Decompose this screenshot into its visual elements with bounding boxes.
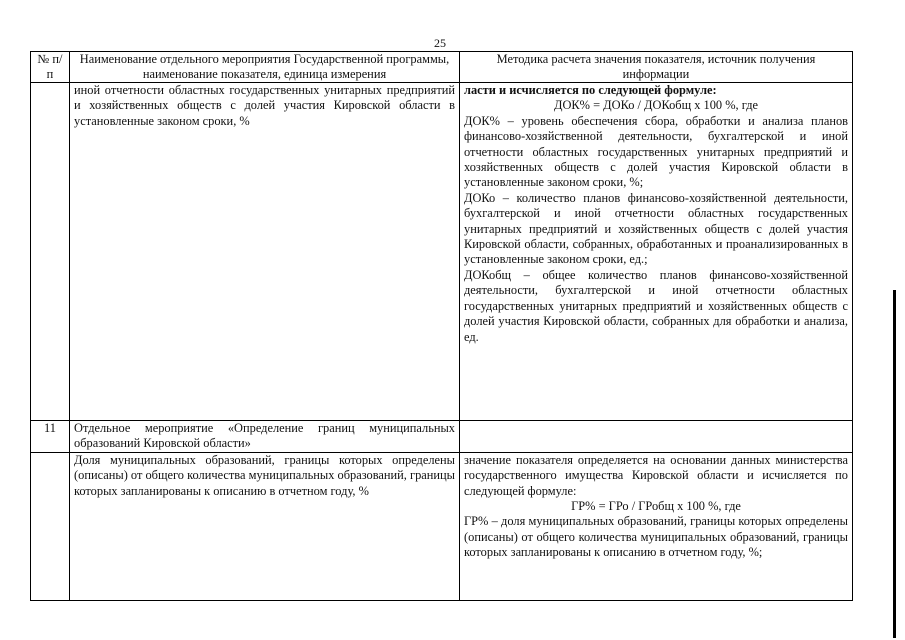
row1-method-intro: ласти и исчисляется по следующей формуле: [464, 83, 717, 97]
row1-def2: ДОКо – количество планов финансово-хозяйственной деятельности, бухгалтерской и иной отчетности областных государственных унитарных предприятий и хозяйственных обществ с долей участия Кировской области, собранных, обработанных и проанализированных в установленные законом сроки, ед.; [464, 190, 848, 267]
row1-num [31, 83, 70, 421]
row3-formula: ГР% = ГРо / ГРобщ х 100 %, где [571, 499, 741, 514]
row1-def1: ДОК% – уровень обеспечения сбора, обработки и анализа планов финансово-хозяйственной деятельности, бухгалтерской и иной отчетности областных государственных унитарных предприятий и хозяйственных обществ с долей участия Кировской области в установленные законом сроки, %; [464, 113, 848, 190]
row1-def3: ДОКобщ – общее количество планов финансово-хозяйственной деятельности, бухгалтерской и иной отчетности областных государственных унитарных предприятий и хозяйственных обществ с долей участия Кировской области, собранных для обработки и анализа, ед. [464, 267, 848, 344]
row3-def1: ГР% – доля муниципальных образований, границы которых определены (описаны) от общего количества муниципальных образований, границы которых запланированы к описанию в отчетном году, %; [464, 514, 848, 560]
page-number: 25 [434, 36, 446, 50]
row3-method [460, 452, 853, 600]
row3-method-intro: значение показателя определяется на основании данных министерства государственного имущества Кировской области и исчисляется по следующей формуле: [464, 452, 848, 498]
indicator-table [30, 51, 853, 601]
table-header-row [31, 52, 853, 83]
row1-name: иной отчетности областных государственных унитарных предприятий и хозяйственных обществ с долей участия Кировской области в установленные законом сроки, % [70, 83, 460, 421]
row3-name: Доля муниципальных образований, границы которых определены (описаны) от общего количества муниципальных образований, границы которых запланированы к описанию в отчетном году, % [70, 452, 460, 600]
header-method: Методика расчета значения показателя, источник получения информации [460, 52, 853, 83]
row2-num: 11 [31, 421, 70, 453]
scan-edge-bar [893, 290, 896, 638]
row1-formula: ДОК% = ДОКо / ДОКобщ х 100 %, где [554, 98, 758, 113]
header-num: № п/п [31, 52, 70, 83]
table-row [31, 83, 853, 421]
row3-num [31, 452, 70, 600]
row2-name: Отдельное мероприятие «Определение границ муниципальных образований Кировской области» [70, 421, 460, 453]
table-row [31, 452, 853, 600]
row1-method [460, 83, 853, 421]
header-name: Наименование отдельного мероприятия Государственной программы, наименование показателя, единица измерения [70, 52, 460, 83]
row2-method [460, 421, 853, 453]
table-row [31, 421, 853, 453]
